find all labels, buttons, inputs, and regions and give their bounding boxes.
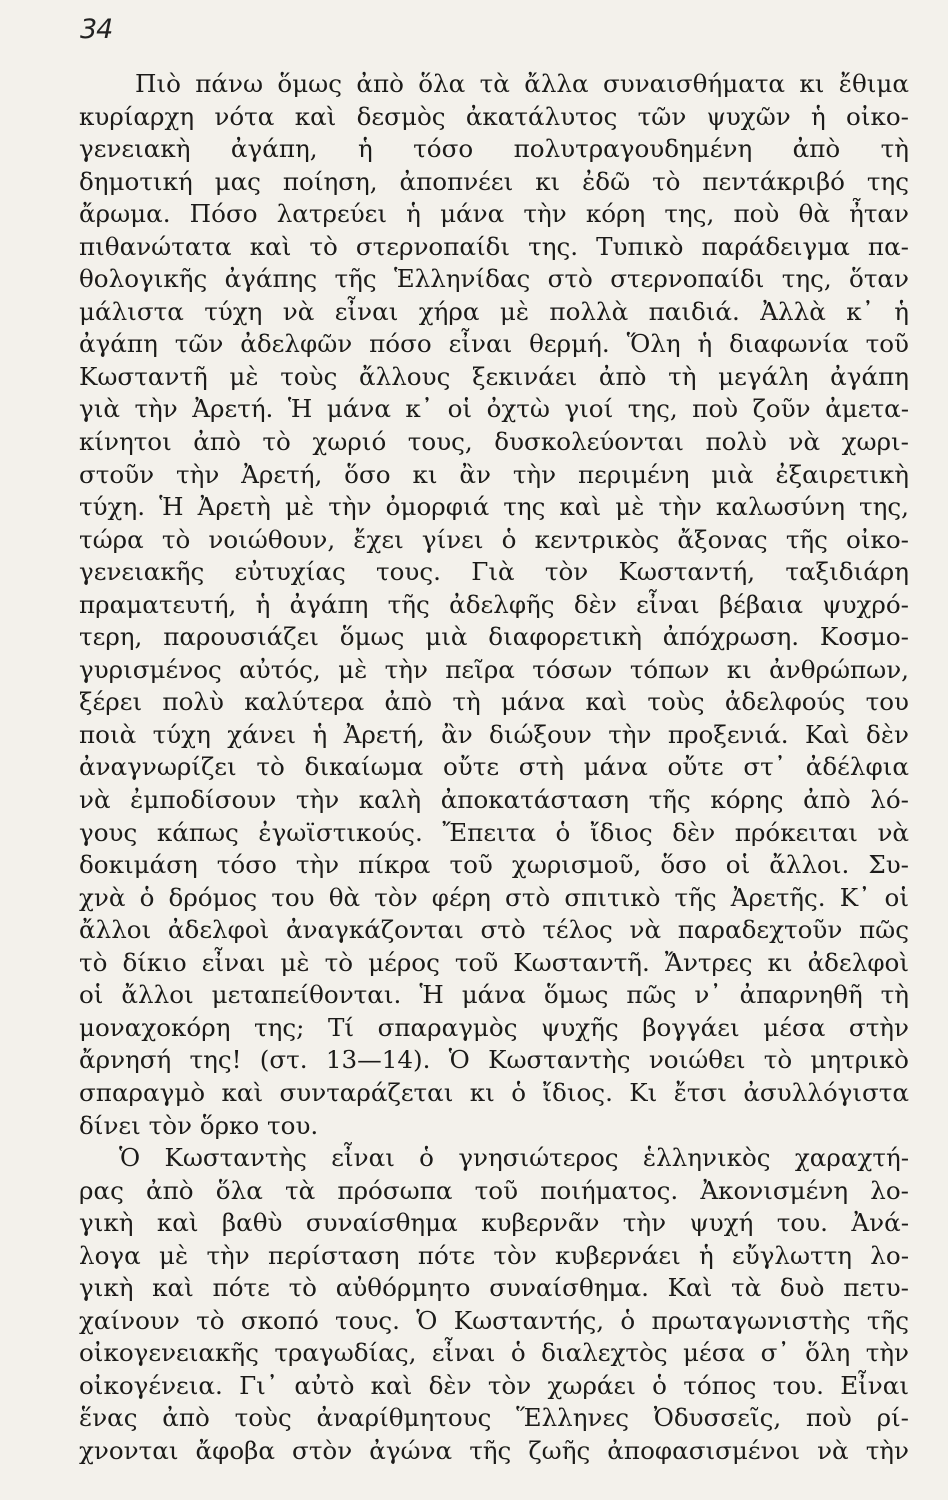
text-line: χαίνουν τὸ σκοπό τους. Ὁ Κωσταντής, ὁ πρωταγωνιστὴς τῆς: [79, 1305, 909, 1335]
text-line: οἱ ἄλλοι μεταπείθονται. Ἡ μάνα ὅμως πῶς ν᾿ ἀπαρνηθῆ τὴ: [79, 980, 909, 1010]
text-line: τερη, παρουσιάζει ὅμως μιὰ διαφορετικὴ ἀπόχρωση. Κοσμο-: [79, 622, 909, 652]
text-line: κυρίαρχη νότα καὶ δεσμὸς ἀκατάλυτος τῶν ψυχῶν ἡ οἰκο-: [79, 101, 909, 131]
page-number: 34: [80, 14, 113, 45]
text-line: οἰκογένεια. Γι᾿ αὐτὸ καὶ δὲν τὸν χωράει ὁ τόπος του. Εἶναι: [79, 1370, 909, 1400]
text-line: δημοτική μας ποίηση, ἀποπνέει κι ἐδῶ τὸ πεντάκριβό της: [79, 166, 909, 196]
text-line: δίνει τὸν ὅρκο του.: [79, 1110, 319, 1140]
text-line: ξέρει πολὺ καλύτερα ἀπὸ τὴ μάνα καὶ τοὺς ἀδελφούς του: [79, 687, 909, 717]
text-line: ἄλλοι ἀδελφοὶ ἀναγκάζονται στὸ τέλος νὰ παραδεχτοῦν πῶς: [79, 915, 909, 945]
text-line: γενειακῆς εὐτυχίας τους. Γιὰ τὸν Κωσταντή, ταξιδιάρη: [79, 557, 909, 587]
text-line: πιθανώτατα καὶ τὸ στερνοπαίδι της. Τυπικὸ παράδειγμα πα-: [79, 231, 909, 261]
text-line: γιὰ τὴν Ἀρετή. Ἡ μάνα κ᾿ οἱ ὀχτὼ γιοί της, ποὺ ζοῦν ἀμετα-: [79, 394, 909, 424]
text-line: χνονται ἄφοβα στὸν ἀγώνα τῆς ζωῆς ἀποφασισμένοι νὰ τὴν: [79, 1435, 909, 1465]
text-line: γενειακὴ ἀγάπη, ἡ τόσο πολυτραγουδημένη ἀπὸ τὴ: [79, 134, 909, 164]
text-line: ποιὰ τύχη χάνει ἡ Ἀρετή, ἂν διώξουν τὴν προξενιά. Καὶ δὲν: [79, 719, 909, 749]
paragraph-2: [79, 1142, 909, 1467]
text-line: Ὁ Κωσταντὴς εἶναι ὁ γνησιώτερος ἑλληνικὸς χαραχτή-: [119, 1143, 909, 1173]
text-line: ἄρνησή της! (στ. 13—14). Ὁ Κωσταντὴς νοιώθει τὸ μητρικὸ: [79, 1045, 909, 1075]
text-line: πραματευτή, ἡ ἀγάπη τῆς ἀδελφῆς δὲν εἶναι βέβαια ψυχρό-: [79, 589, 909, 619]
text-line: μάλιστα τύχη νὰ εἶναι χήρα μὲ πολλὰ παιδιά. Ἀλλὰ κ᾿ ἡ: [79, 296, 909, 326]
text-line: λογα μὲ τὴν περίσταση πότε τὸν κυβερνάει ἡ εὔγλωττη λο-: [79, 1240, 909, 1270]
text-line: κίνητοι ἀπὸ τὸ χωριό τους, δυσκολεύονται πολὺ νὰ χωρι-: [79, 427, 909, 457]
text-line: θολογικῆς ἀγάπης τῆς Ἑλληνίδας στὸ στερνοπαίδι της, ὅταν: [79, 264, 909, 294]
text-line: τύχη. Ἡ Ἀρετὴ μὲ τὴν ὀμορφιά της καὶ μὲ τὴν καλωσύνη της,: [79, 492, 909, 522]
text-line: οἰκογενειακῆς τραγωδίας, εἶναι ὁ διαλεχτὸς μέσα σ᾿ ὅλη τὴν: [79, 1338, 909, 1368]
text-line: ἕνας ἀπὸ τοὺς ἀναρίθμητους Ἕλληνες Ὀδυσσεῖς, ποὺ ρί-: [79, 1403, 909, 1433]
text-line: μοναχοκόρη της; Τί σπαραγμὸς ψυχῆς βογγάει μέσα στὴν: [79, 1012, 909, 1042]
body-text: [79, 68, 909, 1468]
text-line: ἄρωμα. Πόσο λατρεύει ἡ μάνα τὴν κόρη της, ποὺ θὰ ἦταν: [79, 199, 909, 229]
text-line: τώρα τὸ νοιώθουν, ἔχει γίνει ὁ κεντρικὸς ἄξονας τῆς οἰκο-: [79, 524, 909, 554]
text-line: γικὴ καὶ πότε τὸ αὐθόρμητο συναίσθημα. Καὶ τὰ δυὸ πετυ-: [79, 1273, 909, 1303]
text-line: ἀναγνωρίζει τὸ δικαίωμα οὔτε στὴ μάνα οὔτε στ᾿ ἀδέλφια: [79, 752, 909, 782]
text-line: γικὴ καὶ βαθὺ συναίσθημα κυβερνᾶν τὴν ψυχή του. Ἀνά-: [79, 1208, 909, 1238]
paragraph-1: [79, 68, 909, 1142]
text-line: τὸ δίκιο εἶναι μὲ τὸ μέρος τοῦ Κωσταντῆ. Ἄντρες κι ἀδελφοὶ: [79, 947, 909, 977]
text-line: νὰ ἐμποδίσουν τὴν καλὴ ἀποκατάσταση τῆς κόρης ἀπὸ λό-: [79, 785, 909, 815]
text-line: ἀγάπη τῶν ἀδελφῶν πόσο εἶναι θερμή. Ὅλη ἡ διαφωνία τοῦ: [79, 329, 909, 359]
text-line: ρας ἀπὸ ὅλα τὰ πρόσωπα τοῦ ποιήματος. Ἀκονισμένη λο-: [79, 1175, 909, 1205]
text-line: γυρισμένος αὐτός, μὲ τὴν πεῖρα τόσων τόπων κι ἀνθρώπων,: [79, 654, 909, 684]
text-line: Κωσταντῆ μὲ τοὺς ἄλλους ξεκινάει ἀπὸ τὴ μεγάλη ἀγάπη: [79, 361, 909, 391]
text-line: δοκιμάση τόσο τὴν πίκρα τοῦ χωρισμοῦ, ὅσο οἱ ἄλλοι. Συ-: [79, 850, 909, 880]
text-line: Πιὸ πάνω ὅμως ἀπὸ ὅλα τὰ ἄλλα συναισθήματα κι ἔθιμα: [135, 69, 909, 98]
text-line: σπαραγμὸ καὶ συνταράζεται κι ὁ ἴδιος. Κι ἔτσι ἀσυλλόγιστα: [79, 1077, 909, 1107]
text-line: στοῦν τὴν Ἀρετή, ὅσο κι ἂν τὴν περιμένη μιὰ ἐξαιρετικὴ: [79, 459, 909, 489]
text-line: χνὰ ὁ δρόμος του θὰ τὸν φέρη στὸ σπιτικὸ τῆς Ἀρετῆς. Κ᾿ οἱ: [79, 882, 909, 912]
text-line: γους κάπως ἐγωϊστικούς. Ἔπειτα ὁ ἴδιος δὲν πρόκειται νὰ: [79, 817, 909, 847]
